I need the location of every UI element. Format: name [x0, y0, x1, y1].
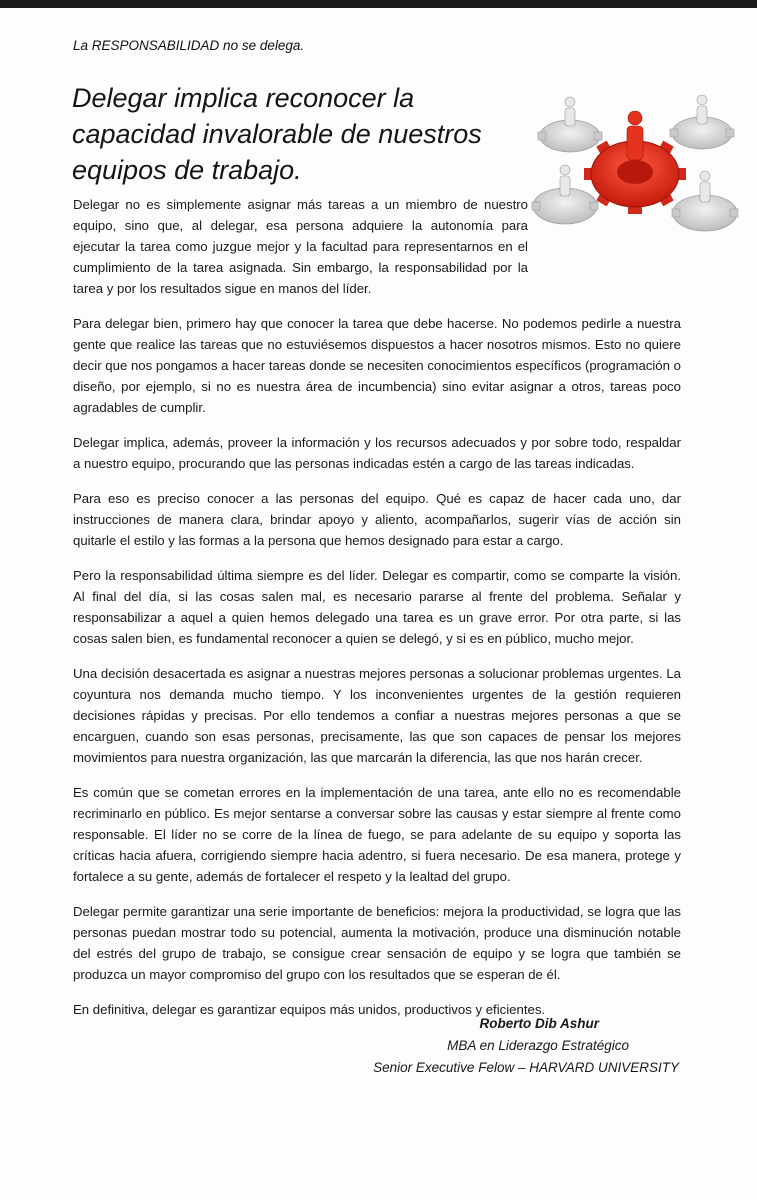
- author-title: MBA en Liderazgo Estratégico: [447, 1038, 629, 1053]
- headline: Delegar implica reconocer la capacidad invalorable de nuestros equipos de trabajo.: [72, 83, 482, 185]
- header-note: La RESPONSABILIDAD no se delega.: [73, 38, 305, 53]
- author-name: Roberto Dib Ashur: [479, 1016, 599, 1031]
- paragraph: Para eso es preciso conocer a las personas del equipo. Qué es capaz de hacer cada uno, dar instrucciones de manera clara, brindar apoyo y aliento, acompañarlos, sugerir vías de acción sin quitarle el estilo y las formas a la persona que hemos designado para estar a cargo.: [73, 491, 681, 548]
- paragraph: Para delegar bien, primero hay que conocer la tarea que debe hacerse. No podemos pedirle a nuestra gente que realice las tareas que no estuviésemos dispuestos a hacer nosotros mismos. Esto no quiere decir que nos pongamos a hacer tareas donde se necesiten conocimientos específicos (programación o diseño, por ejemplo, si no es nuestra área de incumbencia) sino evitar asignar a otros, tareas poco agradables de cumplir.: [73, 316, 681, 415]
- paragraph: Delegar permite garantizar una serie importante de beneficios: mejora la productividad, se logra que las personas puedan mostrar todo su potencial, aumenta la motivación, produce una disminución notable del estrés del grupo de trabajo, se consigue crear sensación de equipo y se logra que también se produzca un mayor compromiso del grupo con los resultados que se esperan de él.: [73, 904, 681, 982]
- leader-figure: [627, 111, 643, 160]
- document-page: [0, 8, 757, 1200]
- paragraph: En definitiva, delegar es garantizar equipos más unidos, productivos y eficientes.: [73, 1002, 546, 1017]
- paragraph: Pero la responsabilidad última siempre es del líder. Delegar es compartir, como se comparte la visión. Al final del día, si las cosas salen mal, es necesario pararse al frente del problema. Señalar y responsabilizar a aquel a quien hemos delegado una tarea es un grave error. Por otra parte, si las cosas salen bien, es fundamental reconocer a quien se delegó, y si es en público, mucho mejor.: [73, 568, 681, 646]
- author-affiliation: Senior Executive Felow – HARVARD UNIVERSITY: [373, 1060, 679, 1075]
- paragraph: Delegar implica, además, proveer la información y los recursos adecuados y por sobre todo, respaldar a nuestro equipo, procurando que las personas indicadas estén a cargo de las tareas indicadas.: [73, 435, 681, 471]
- paragraph: Una decisión desacertada es asignar a nuestras mejores personas a solucionar problemas urgentes. La coyuntura nos demanda mucho tiempo. Y los inconvenientes urgentes de la gestión requieren decisiones rápidas y precisas. Por ello tendemos a confiar a nuestras mejores personas a que se encarguen, cuando son esas personas, precisamente, las que son capaces de pensar los mejores movimientos para nuestra organización, las que marcarán la diferencia, las que nos harán crecer.: [73, 666, 681, 765]
- paragraph: Es común que se cometan errores en la implementación de una tarea, ante ello no es recomendable recriminarlo en público. Es mejor sentarse a conversar sobre las causas y estar siempre al frente como responsable. El líder no se corre de la línea de fuego, se para adelante de su equipo y soporta las críticas hacia afuera, corrigiendo siempre hacia adentro, si fuera necesario. De esa manera, protege y fortalece a su gente, además de fortalecer el respeto y la lealtad del grupo.: [73, 785, 681, 884]
- article-body: [73, 194, 681, 1034]
- top-bar: [0, 0, 757, 8]
- paragraph: Delegar no es simplemente asignar más tareas a un miembro de nuestro equipo, sino que, al delegar, esa persona adquiere la autonomía para ejecutar la tarea como juzgue mejor y la facultad para representarnos en el cumplimiento de la tarea asignada. Sin embargo, la responsabilidad por la tarea y por los resultados sigue en manos del líder.: [73, 197, 528, 296]
- signature-block: [373, 1013, 679, 1079]
